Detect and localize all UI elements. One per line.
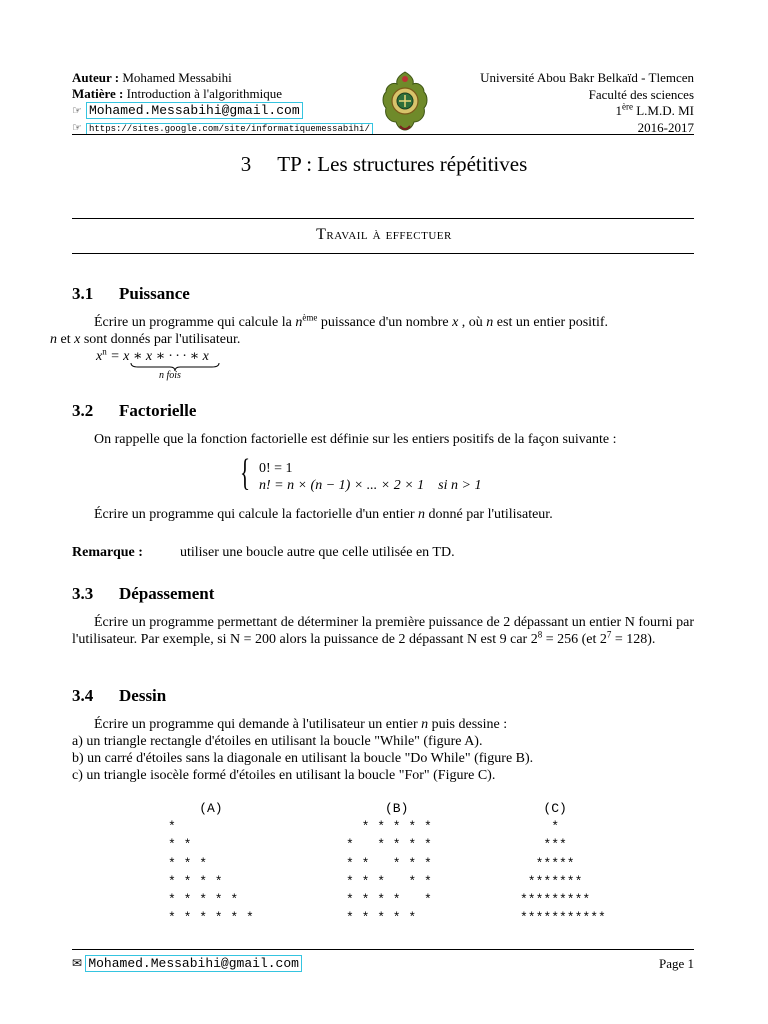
paragraph-dessin-intro: Écrire un programme qui demande à l'utilisateur un entier n puis dessine : (94, 717, 508, 732)
header-left (72, 70, 373, 137)
dessin-list (72, 733, 694, 784)
footer-rule (72, 949, 694, 950)
list-item: a) un triangle rectangle d'étoiles en utilisant la boucle "While" (figure A). (72, 734, 483, 749)
envelope-icon: ✉ (72, 956, 83, 970)
author-name: Mohamed Messabihi (122, 70, 232, 85)
email-link[interactable]: Mohamed.Messabihi@gmail.com (86, 102, 303, 119)
header-right (480, 70, 694, 136)
remark-label: Remarque : (72, 545, 143, 560)
level: 1ère L.M.D. MI (615, 101, 694, 118)
list-item: b) un carré d'étoiles sans la diagonale en utilisant la boucle "Do While" (figure B). (72, 751, 534, 766)
chapter-number: 3 (240, 152, 252, 176)
power-formula: $x^n = x$ ∗ x ∗ · · · ∗ x (96, 346, 209, 364)
faculty-name: Faculté des sciences (588, 86, 694, 102)
university-name: Université Abou Bakr Belkaïd - Tlemcen (480, 70, 694, 85)
remark-text: utiliser une boucle autre que celle utilisée en TD. (180, 545, 455, 560)
box-title: Travail à effectuer (316, 226, 452, 243)
factorial-system (259, 460, 481, 494)
paragraph-depassement: Écrire un programme permettant de déterminer la première puissance de 2 dépassant un entier N fourni par l'utilisateur. Par exemple, si N = 200 alors la puissance de 2 dépassant N est 9 car $2^8 = 256$ (et $2^7 = 128$). (72, 615, 694, 647)
figure-a: (A) * * * * * * * * * * * * * * * * * * * * * (168, 801, 254, 926)
pointing-hand-icon: ☞ (72, 105, 82, 117)
box-bottom-rule (72, 253, 694, 254)
section-heading-dessin: 3.4 Dessin (72, 686, 167, 705)
chapter-text: TP : Les structures répétitives (277, 152, 528, 176)
list-item: c) un triangle isocèle formé d'étoiles en utilisant la boucle "For" (Figure C). (72, 768, 496, 783)
footer-left (72, 955, 302, 971)
subject-name: Introduction à l'algorithmique (126, 86, 283, 101)
page-number: Page 1 (658, 956, 694, 971)
paragraph-factorielle-task: Écrire un programme qui calcule la factorielle d'un entier n donné par l'utilisateur. (94, 507, 553, 522)
pointing-hand-icon: ☞ (72, 122, 82, 134)
subject-label: Matière : (72, 86, 124, 101)
chapter-title (0, 152, 768, 177)
remark (72, 545, 455, 561)
section-heading-depassement: 3.3 Dépassement (72, 584, 215, 603)
paragraph-puissance: Écrire un programme qui calcule la $n^{ème}$ puissance d'un nombre x , où n est un entier positif. n et x sont donnés par l'utilisateur. (50, 312, 608, 347)
author-label: Auteur : (72, 70, 120, 85)
academic-year: 2016-2017 (637, 119, 694, 135)
factorial-recursive-case: n! = n × (n − 1) × ... × 2 × 1 si n > 1 (259, 478, 482, 493)
left-brace-icon: { (240, 452, 251, 494)
footer-email-link[interactable]: Mohamed.Messabihi@gmail.com (85, 955, 302, 972)
factorial-base-case: 0! = 1 (259, 461, 293, 476)
section-heading-puissance: 3.1 Puissance (72, 284, 190, 303)
header-rule (72, 134, 694, 135)
box-top-rule (72, 218, 694, 219)
figure-c: (C) * *** ***** ******* ********* *********** (520, 801, 606, 926)
university-emblem-icon (380, 70, 430, 132)
underbrace-label: n fois (159, 370, 181, 381)
figure-b: (B) * * * * * * * * * * * * * * * * * * * * * * * * * * * * * * (346, 801, 432, 926)
section-heading-factorielle: 3.2 Factorielle (72, 401, 197, 420)
website-link[interactable]: https://sites.google.com/site/informatiquemessabihi/ (86, 123, 373, 135)
paragraph-factorielle-def: On rappelle que la fonction factorielle est définie sur les entiers positifs de la façon suivante : (94, 432, 617, 447)
